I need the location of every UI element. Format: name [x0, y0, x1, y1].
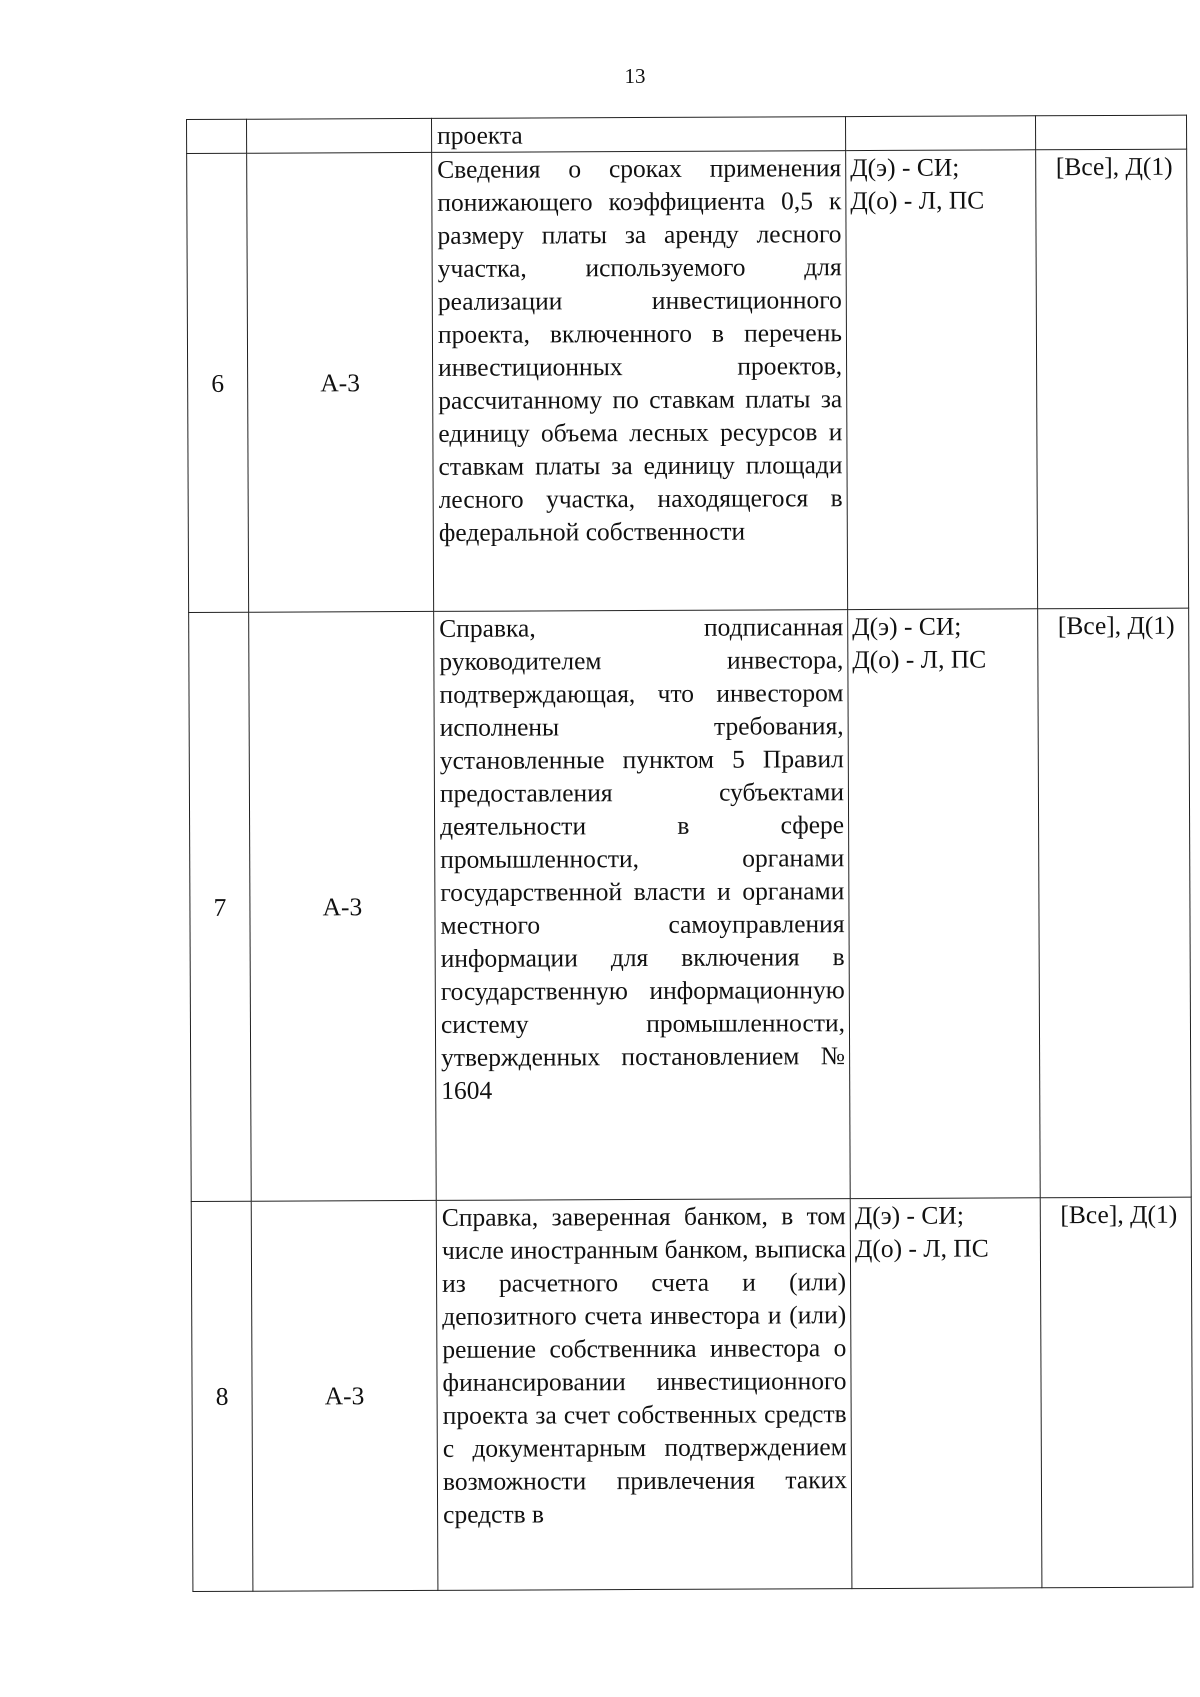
table-row	[189, 608, 1192, 1201]
requirements-table	[186, 115, 1193, 1592]
row-access: [Все], Д(1)	[1038, 608, 1192, 1198]
table-row-continuation	[187, 115, 1187, 153]
cell-number	[187, 119, 247, 153]
row-code: А-3	[247, 152, 434, 612]
channel-electronic: Д(э) - СИ;	[852, 611, 962, 642]
description-text: проекта	[437, 120, 523, 150]
channel-paper: Д(о) - Л, ПС	[854, 1233, 989, 1264]
cell-channel	[845, 116, 1035, 151]
row-description	[432, 151, 848, 612]
row-code: А-3	[249, 611, 437, 1201]
description-text: Сведения о сроках применения понижающего коэффициента 0,5 к размеру платы за аренду лесного участка, используемого для реализации инвестиционного проекта, включенного в перечень инвестиционных проектов, рассчитанному по ставкам платы за единицу объема лесных ресурсов и ставкам платы за единицу площади лесного участка, находящегося в федеральной собственности	[437, 153, 843, 547]
table-row	[191, 1197, 1193, 1591]
row-description	[434, 610, 851, 1201]
description-text: Справка, подписанная руководителем инвестора, подтверждающая, что инвестором исполнены требования, установленные пунктом 5 Правил предоставления субъектами деятельности в сфере промышленности, органами государственной власти и органами местного самоуправления информации для включения в государственную информационную систему промышленности, утвержденных постановлением № 1604	[439, 612, 846, 1105]
channel-paper: Д(о) - Л, ПС	[850, 185, 985, 216]
row-code: А-3	[251, 1200, 438, 1591]
description-text: Справка, заверенная банком, в том числе иностранным банком, выписка из расчетного счета и (или) депозитного счета инвестора и (или) решение собственника инвестора о финансировании инвестиционного проекта за счет собственных средств с документарным подтверждением возможности привлечения таких средств в	[441, 1201, 848, 1529]
channel-paper: Д(о) - Л, ПС	[852, 644, 987, 675]
page-number: 13	[624, 64, 646, 88]
row-access: [Все], Д(1)	[1040, 1197, 1193, 1588]
row-number: 6	[187, 153, 249, 612]
channel-electronic: Д(э) - СИ;	[850, 152, 960, 183]
row-channel	[846, 150, 1038, 610]
row-channel	[848, 609, 1041, 1199]
cell-description	[431, 117, 845, 153]
cell-access	[1035, 115, 1186, 150]
row-number: 8	[191, 1201, 253, 1591]
row-description	[436, 1199, 852, 1591]
row-access: [Все], Д(1)	[1036, 149, 1189, 609]
row-channel	[850, 1198, 1042, 1589]
row-number: 7	[189, 612, 252, 1201]
channel-electronic: Д(э) - СИ;	[854, 1200, 964, 1231]
table-row	[187, 149, 1189, 612]
cell-code	[247, 118, 432, 153]
